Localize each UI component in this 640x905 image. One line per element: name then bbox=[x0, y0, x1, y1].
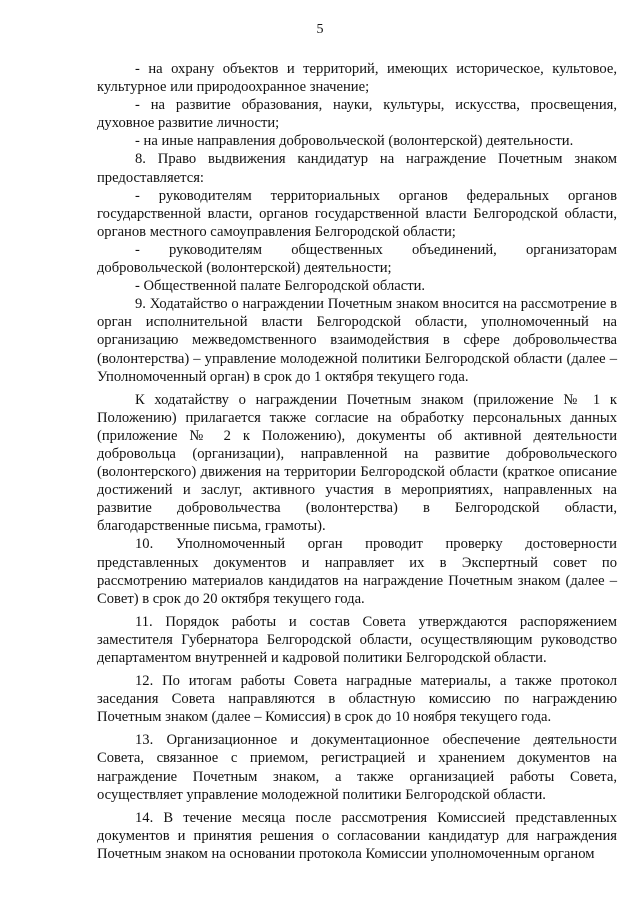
page-number: 5 bbox=[316, 22, 324, 37]
list-item-other-directions: - на иные направления добровольческой (волонтерской) деятельности. bbox=[135, 133, 574, 150]
clause-12: 12. По итогам работы Совета наградные материалы, а также протокол заседания Совета направляются в областную комиссию по награждению Почетным знаком (далее – Комиссия) в срок до 10 ноября текущего года. bbox=[97, 673, 617, 726]
list-item-public-chamber: - Общественной палате Белгородской области. bbox=[135, 278, 426, 295]
clause-11: 11. Порядок работы и состав Совета утверждаются распоряжением заместителя Губернатора Белгородской области, осуществляющим руководство департаментом внутренней и кадровой политики Белгородской области. bbox=[97, 613, 617, 666]
clause-9-attachments: К ходатайству о награждении Почетным знаком (приложение № 1 к Положению) прилагается также согласие на обработку персональных данных (приложение № 2 к Положению), документы об активной деятельности добровольца (организации), направленной на развитие добровольческого (волонтерского) движения на территории Белгородской области (краткое описание достижений и заслуг, активного участия в мероприятиях, направленных на развитие добровольчества (волонтерства) в Белгородской области, благодарственные письма, грамоты). bbox=[97, 391, 617, 535]
clause-14: 14. В течение месяца после рассмотрения Комиссией представленных документов и принятия решения о согласовании кандидатур для награждения Почетным знаком на основании протокола Комиссии уполномоченным органом bbox=[97, 809, 617, 862]
list-item-public-heads: - руководителям общественных объединений, организаторам добровольческой (волонтерской) деятельности; bbox=[97, 241, 617, 277]
list-item-education: - на развитие образования, науки, культуры, искусства, просвещения, духовное развитие личности; bbox=[97, 97, 617, 132]
clause-8: 8. Право выдвижения кандидатур на награждение Почетным знаком предоставляется: bbox=[97, 151, 617, 186]
list-item-federal-heads: - руководителям территориальных органов федеральных органов государственной власти, органов государственной власти Белгородской области, органов местного самоуправления Белгородской области; bbox=[97, 187, 617, 240]
clause-13: 13. Организационное и документационное обеспечение деятельности Совета, связанное с приемом, регистрацией и хранением документов на награждение Почетным знаком, а также организацией работы Совета, осуществляет управление молодежной политики Белгородской области. bbox=[97, 732, 617, 803]
clause-10: 10. Уполномоченный орган проводит проверку достоверности представленных документов и направляет их в Экспертный совет по рассмотрению материалов кандидатов на награждение Почетным знаком (далее – Совет) в срок до 20 октября текущего года. bbox=[97, 536, 617, 607]
document-body bbox=[97, 60, 617, 863]
clause-9: 9. Ходатайство о награждении Почетным знаком вносится на рассмотрение в орган исполнительной власти Белгородской области, уполномоченный на организацию межведомственного взаимодействия в сфере добровольчества (волонтерства) – управление молодежной политики Белгородской области (далее – Уполномоченный орган) в срок до 1 октября текущего года. bbox=[97, 296, 617, 385]
list-item-protection: - на охрану объектов и территорий, имеющих историческое, культовое, культурное или природоохранное значение; bbox=[97, 61, 617, 96]
